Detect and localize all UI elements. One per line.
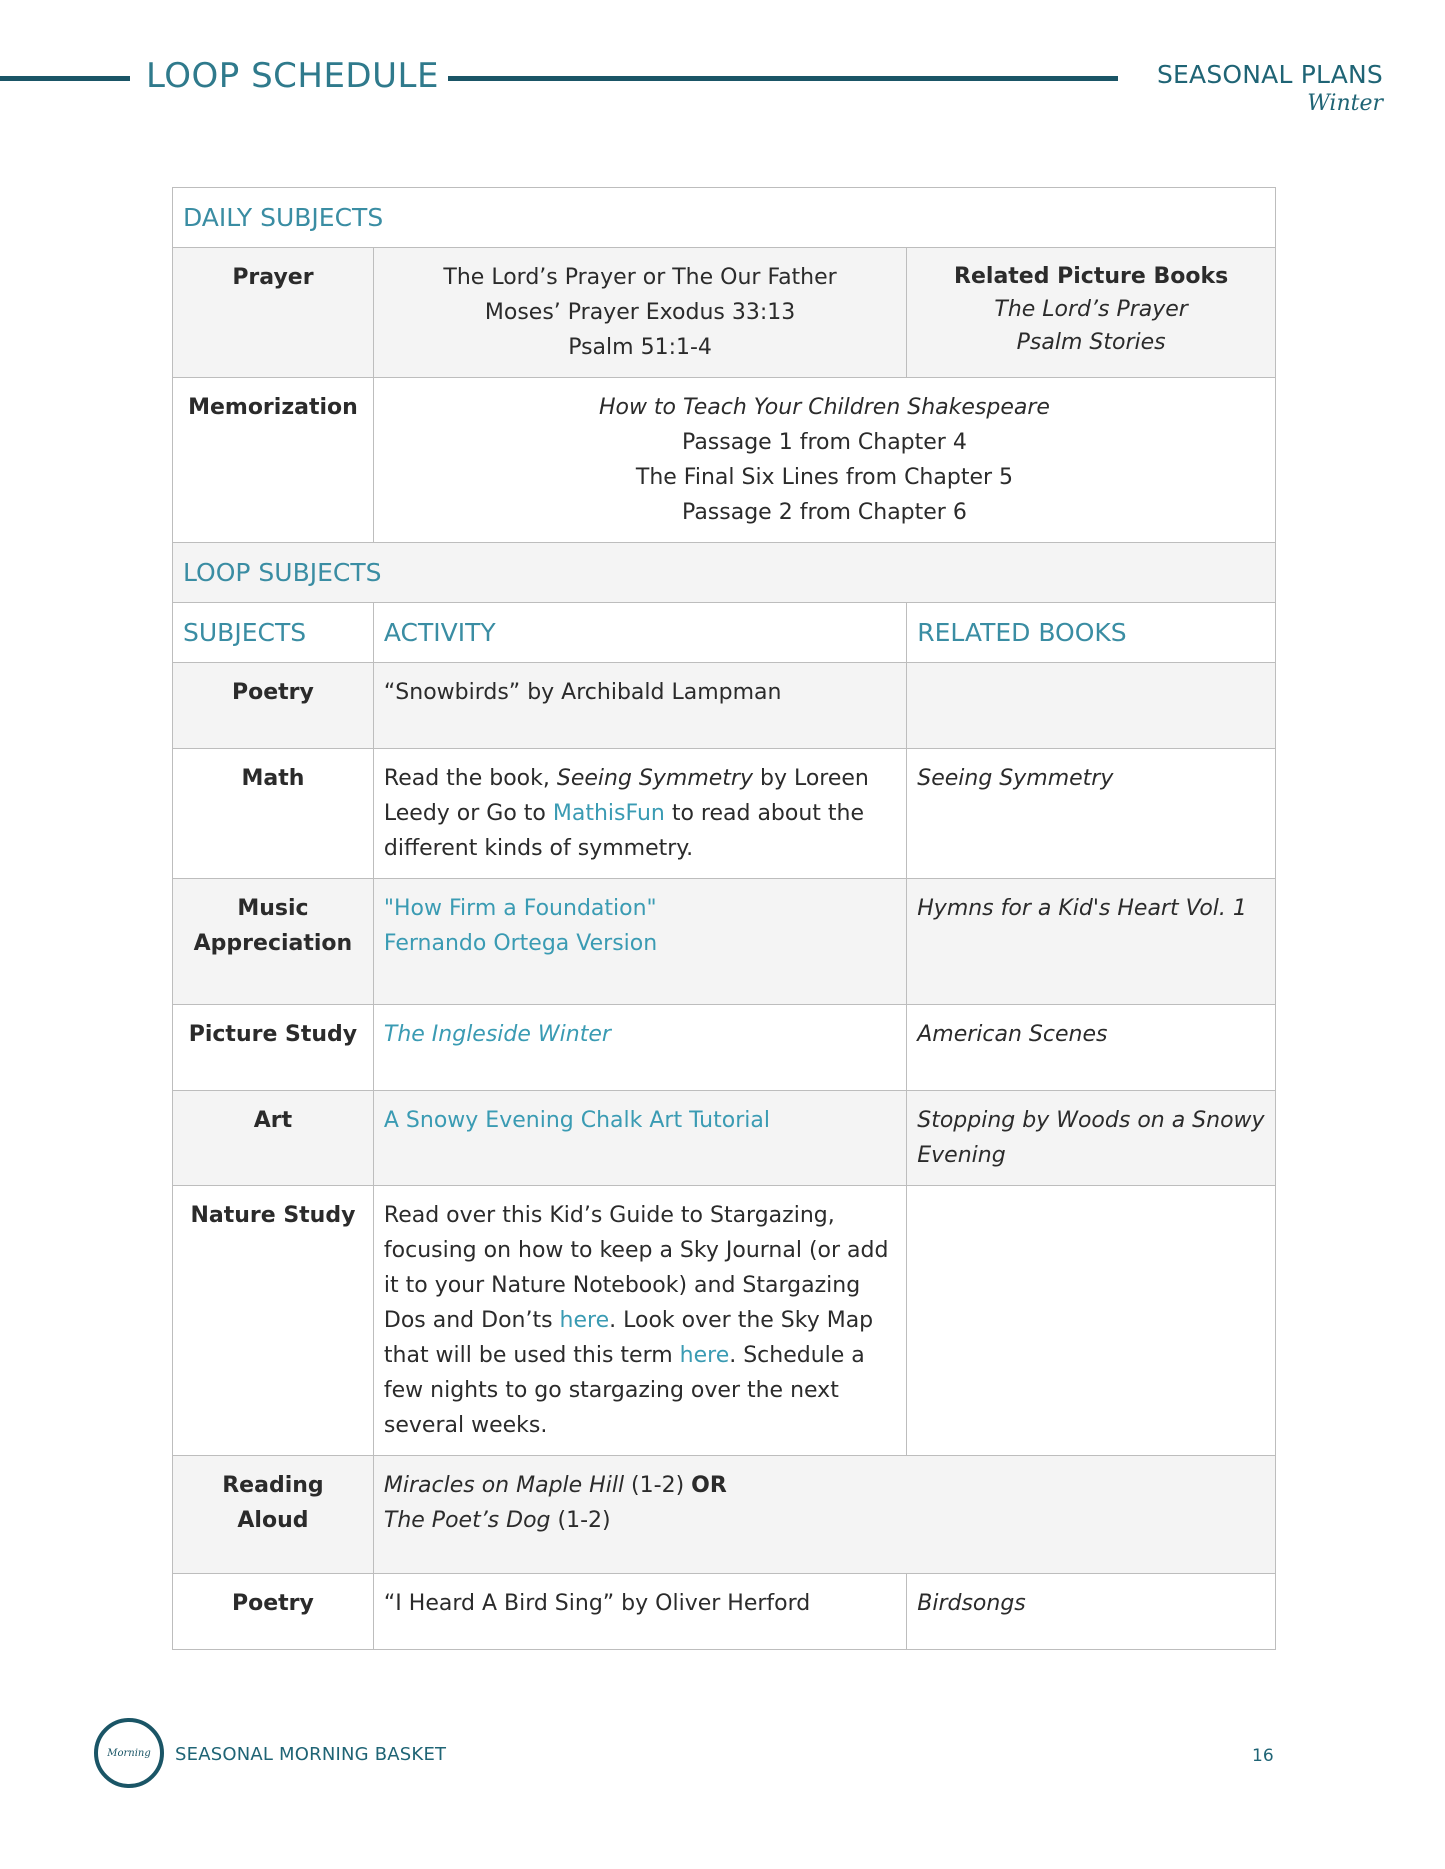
- grade-range: (1-2): [550, 1508, 611, 1533]
- related-cell: [907, 1186, 1276, 1456]
- prayer-line: Psalm 51:1-4: [568, 335, 712, 360]
- subject-cell: Memorization: [173, 378, 374, 543]
- activity-cell: [373, 1091, 906, 1186]
- header-right: [1157, 60, 1383, 116]
- prayer-row: [173, 248, 1276, 378]
- header-rule-middle: [448, 76, 1118, 81]
- subject-cell: Nature Study: [173, 1186, 374, 1456]
- daily-subjects-header-row: [173, 188, 1276, 248]
- subject-cell: Picture Study: [173, 1005, 374, 1091]
- table-row: [173, 1005, 1276, 1091]
- related-book: The Lord’s Prayer: [994, 297, 1188, 322]
- page-number: 16: [1252, 1746, 1274, 1766]
- activity-cell: [373, 1186, 906, 1456]
- column-header-activity: ACTIVITY: [373, 603, 906, 663]
- daily-subjects-label: DAILY SUBJECTS: [173, 188, 1276, 248]
- column-header-related-books: RELATED BOOKS: [907, 603, 1276, 663]
- activity-text: . Look over the Sky Map that will be used this term: [383, 1308, 874, 1368]
- memorization-book-title: How to Teach Your Children Shakespeare: [598, 395, 1050, 420]
- table-row: [173, 1091, 1276, 1186]
- activity-text: Read the book,: [383, 766, 557, 791]
- book-title: The Poet’s Dog: [383, 1508, 551, 1533]
- loop-schedule-table: [172, 187, 1276, 1650]
- season-subtitle: Winter: [1307, 91, 1383, 116]
- prayer-line: The Lord’s Prayer or The Our Father: [443, 265, 837, 290]
- art-tutorial-link[interactable]: A Snowy Evening Chalk Art Tutorial: [383, 1108, 770, 1133]
- related-cell: American Scenes: [907, 1005, 1276, 1091]
- subject-line: Music: [237, 896, 309, 921]
- subject-line: Reading: [222, 1473, 324, 1498]
- table-row: [173, 1456, 1276, 1574]
- or-label: OR: [691, 1473, 727, 1498]
- mathisfun-link[interactable]: MathisFun: [552, 801, 665, 826]
- subject-cell: [173, 879, 374, 1005]
- grade-range: (1-2): [624, 1473, 692, 1498]
- subject-cell: Poetry: [173, 663, 374, 749]
- activity-text: Read over this Kid’s Guide to Stargazing, focusing on how to keep a Sky Journal (or add it to your Nature Notebook) and Stargazing Dos and Don’ts: [383, 1203, 889, 1333]
- activity-cell: “Snowbirds” by Archibald Lampman: [373, 663, 906, 749]
- footer-brand: SEASONAL MORNING BASKET: [175, 1744, 447, 1765]
- table-row: [173, 749, 1276, 879]
- activity-cell: [373, 749, 906, 879]
- hymn-link[interactable]: "How Firm a Foundation": [383, 896, 657, 921]
- sky-map-link[interactable]: here: [679, 1343, 730, 1368]
- subject-cell: [173, 1456, 374, 1574]
- header-rule-left: [0, 76, 130, 81]
- loop-subjects-header-row: [173, 543, 1276, 603]
- section-title: SEASONAL PLANS: [1156, 60, 1383, 89]
- book-title: Seeing Symmetry: [556, 766, 753, 791]
- activity-cell: [373, 1456, 1275, 1574]
- related-cell: Stopping by Woods on a Snowy Evening: [907, 1091, 1276, 1186]
- activity-cell: [373, 879, 906, 1005]
- memorization-row: [173, 378, 1276, 543]
- activity-cell: [373, 1005, 906, 1091]
- stargazing-dos-link[interactable]: here: [559, 1308, 610, 1333]
- activity-text: to read about the different kinds of symmetry.: [383, 801, 865, 861]
- column-header-subjects: SUBJECTS: [173, 603, 374, 663]
- logo-text: Morning: [107, 1747, 151, 1759]
- related-cell: Hymns for a Kid's Heart Vol. 1: [907, 879, 1276, 1005]
- loop-subjects-label: LOOP SUBJECTS: [173, 543, 1276, 603]
- subject-line: Aloud: [237, 1508, 309, 1533]
- activity-text: by Loreen Leedy or Go to: [383, 766, 869, 826]
- hymn-version-link[interactable]: Fernando Ortega Version: [383, 931, 658, 956]
- picture-study-link[interactable]: The Ingleside Winter: [383, 1022, 611, 1047]
- table-row: [173, 663, 1276, 749]
- subject-cell: Prayer: [173, 248, 374, 378]
- memorization-line: Passage 2 from Chapter 6: [682, 500, 967, 525]
- related-cell: Seeing Symmetry: [907, 749, 1276, 879]
- prayer-related-cell: [907, 248, 1276, 378]
- related-cell: [907, 663, 1276, 749]
- table-row: [173, 1186, 1276, 1456]
- subject-line: Appreciation: [193, 931, 353, 956]
- activity-cell: “I Heard A Bird Sing” by Oliver Herford: [373, 1574, 906, 1650]
- memorization-line: The Final Six Lines from Chapter 5: [635, 465, 1014, 490]
- related-picture-books-heading: Related Picture Books: [954, 264, 1229, 289]
- related-cell: Birdsongs: [907, 1574, 1276, 1650]
- subject-cell: Poetry: [173, 1574, 374, 1650]
- subject-cell: Art: [173, 1091, 374, 1186]
- subject-cell: Math: [173, 749, 374, 879]
- memorization-line: Passage 1 from Chapter 4: [682, 430, 967, 455]
- brand-logo: [94, 1718, 164, 1788]
- memorization-activity-cell: [373, 378, 1275, 543]
- column-header-row: [173, 603, 1276, 663]
- prayer-activity-cell: [373, 248, 906, 378]
- related-book: Psalm Stories: [1016, 330, 1166, 355]
- book-title: Miracles on Maple Hill: [383, 1473, 625, 1498]
- activity-text: . Schedule a few nights to go stargazing over the next several weeks.: [383, 1343, 865, 1438]
- table-row: [173, 879, 1276, 1005]
- table-row: [173, 1574, 1276, 1650]
- page-title: LOOP SCHEDULE: [146, 56, 439, 96]
- prayer-line: Moses’ Prayer Exodus 33:13: [484, 300, 796, 325]
